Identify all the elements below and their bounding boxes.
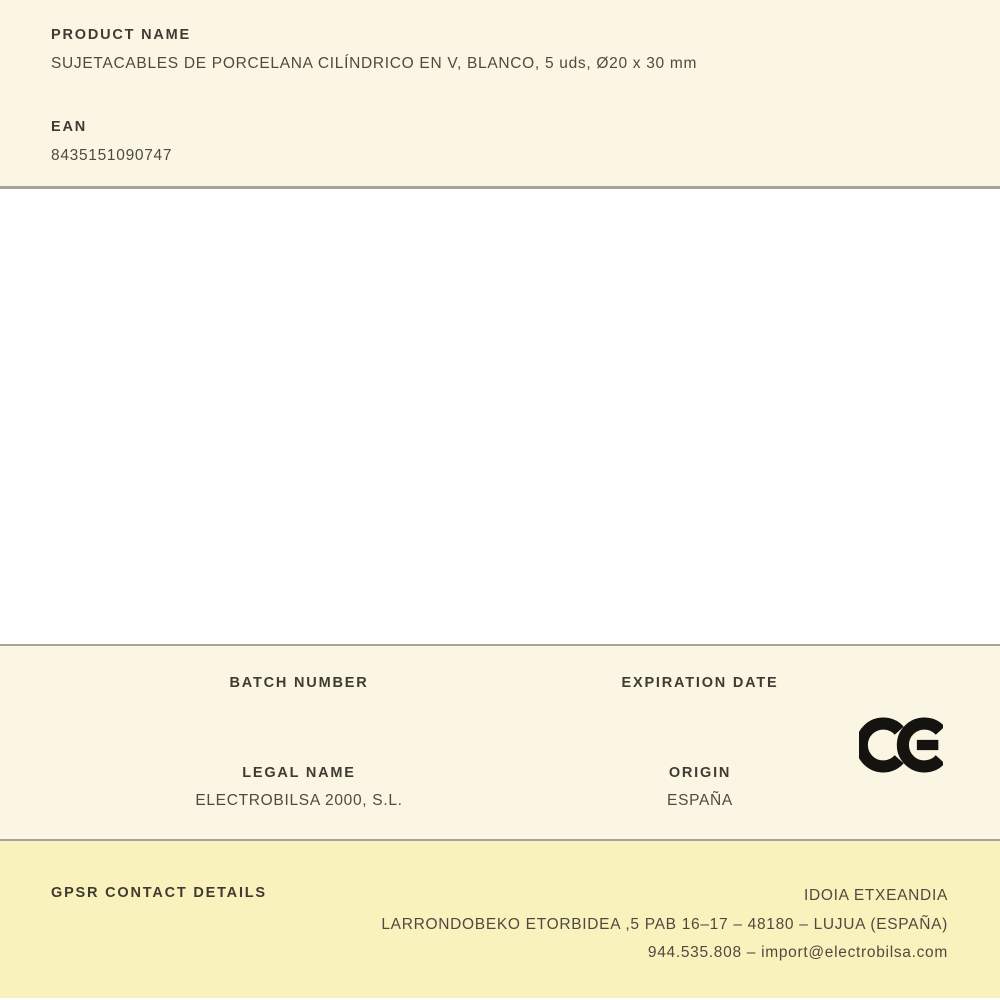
gpsr-contact-name: IDOIA ETXEANDIA — [803, 887, 948, 904]
origin-value: ESPAÑA — [667, 792, 733, 809]
origin-label: ORIGIN — [668, 765, 732, 781]
product-info-section — [0, 0, 1000, 186]
product-name-value: SUJETACABLES DE PORCELANA CILÍNDRICO EN V, BLANCO, 5 uds, Ø20 x 30 mm — [51, 55, 698, 72]
batch-number-label: BATCH NUMBER — [229, 675, 369, 691]
ean-label: EAN — [51, 119, 88, 135]
legal-name-label: LEGAL NAME — [242, 765, 356, 781]
gpsr-contact-phone-email: 944.535.808 – import@electrobilsa.com — [647, 944, 948, 961]
blank-content-area — [0, 189, 1000, 644]
ean-value: 8435151090747 — [51, 147, 173, 164]
product-name-label: PRODUCT NAME — [51, 27, 192, 43]
legal-name-value: ELECTROBILSA 2000, S.L. — [195, 792, 403, 809]
gpsr-contact-label: GPSR CONTACT DETAILS — [51, 885, 267, 901]
gpsr-contact-section — [0, 841, 1000, 998]
expiration-date-field — [400, 675, 1000, 691]
gpsr-contact-block — [381, 882, 948, 968]
expiration-date-label: EXPIRATION DATE — [621, 675, 779, 691]
regulatory-section — [0, 646, 1000, 839]
gpsr-contact-address: LARRONDOBEKO ETORBIDEA ,5 PAB 16–17 – 48180 – LUJUA (ESPAÑA) — [381, 915, 948, 933]
ce-mark-icon — [859, 714, 943, 776]
